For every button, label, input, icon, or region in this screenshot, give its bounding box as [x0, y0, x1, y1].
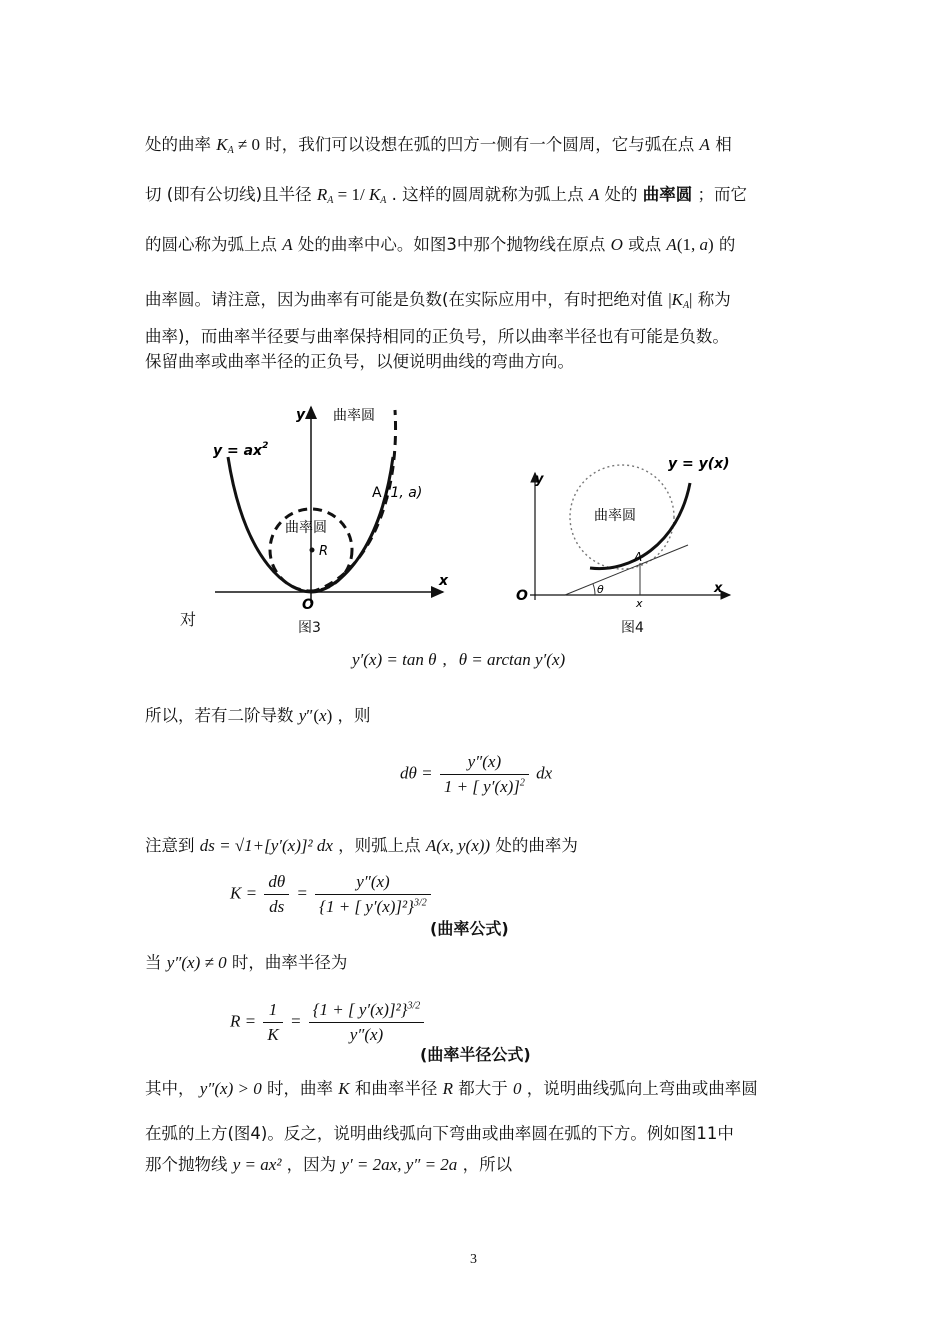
- text: 相: [715, 135, 732, 154]
- equation-tan: y′(x) = tan θ , θ = arctan y′(x): [352, 650, 566, 669]
- y-axis-label: y: [296, 407, 306, 423]
- origin-label: O: [516, 588, 528, 604]
- text: 处的曲率: [145, 135, 211, 154]
- text: ，因为: [286, 1155, 337, 1174]
- math-R: R: [442, 1079, 453, 1098]
- equation-K: K = $\frac{d\theta}{ds}$ = $\frac{y''(x)}{\{1 + [ y'(x)]^2\}^{3/2}}$: [230, 872, 434, 917]
- text: ，则: [337, 706, 371, 725]
- text: ，则弧上点: [338, 836, 421, 855]
- math-ypp: y″(x): [298, 706, 333, 725]
- x-axis-label: x: [439, 573, 449, 589]
- tangent-line: [565, 545, 688, 595]
- math-point: A(x, y(x)): [425, 836, 491, 855]
- text: 处的曲率为: [495, 836, 578, 855]
- text: 都大于: [458, 1079, 508, 1098]
- text-line-7: [145, 706, 371, 726]
- fig3-caption: 图3: [298, 620, 321, 636]
- tick-label: x: [636, 597, 643, 610]
- center-point: [310, 548, 315, 553]
- center-label: R: [319, 544, 329, 559]
- math-cond: y″(x) ≠ 0: [166, 953, 227, 972]
- term-curvature-circle: 曲率圆: [642, 185, 693, 204]
- math-A: A: [282, 235, 293, 254]
- circle-label-small: 曲率圆: [285, 520, 327, 536]
- x-axis-label: x: [714, 581, 723, 596]
- text: 当: [145, 953, 162, 972]
- y-axis-label: y: [535, 472, 544, 487]
- text-line-11: 在弧的上方(图4)。反之，说明曲线弧向下弯曲或曲率圆在弧的下方。例如图11中: [145, 1124, 734, 1143]
- text-line-2: [145, 185, 747, 207]
- text-line-6: 保留曲率或曲率半径的正负号，以便说明曲线的弯曲方向。: [145, 352, 574, 371]
- circle-label-top: 曲率圆: [333, 408, 375, 424]
- text: 处的曲率中心。如图3中那个抛物线在原点: [297, 235, 606, 254]
- page-number: 3: [470, 1252, 477, 1267]
- equation-dtheta: dθ = $\frac{y''(x)}{1 + [ y'(x)]^2}$ dx: [400, 752, 553, 796]
- figure-3: [195, 395, 495, 635]
- math-A: A: [699, 135, 710, 154]
- math-KA-neq-0: $K_A \ne 0$: [216, 135, 261, 156]
- math-cond: y″(x) > 0: [199, 1079, 262, 1098]
- text: 时，我们可以设想在弧的凹方一侧有一个圆周，它与弧在点: [265, 135, 695, 154]
- origin-label: O: [302, 597, 314, 613]
- text: 称为: [697, 290, 731, 309]
- circle-label: 曲率圆: [594, 508, 636, 524]
- angle-arc: [593, 584, 595, 595]
- math-K: K: [338, 1079, 350, 1098]
- text: 和曲率半径: [354, 1079, 438, 1098]
- text: 注意到: [145, 836, 195, 855]
- curve-label: y = y(x): [668, 456, 730, 472]
- math-eq1: y = ax²: [232, 1155, 282, 1174]
- text: 或点: [628, 235, 662, 254]
- text: 其中，: [145, 1079, 195, 1098]
- math-A: A: [588, 185, 600, 204]
- formula-label-curvature: (曲率公式): [430, 919, 509, 938]
- text: 那个抛物线: [145, 1155, 228, 1174]
- formula-label-radius: (曲率半径公式): [420, 1045, 531, 1064]
- text: 时，曲率: [266, 1079, 333, 1098]
- math-zero: 0: [512, 1079, 522, 1098]
- text-line-9: [145, 953, 347, 973]
- point-label: A: [634, 550, 643, 564]
- text: 处的: [604, 185, 638, 204]
- math-RA: $R_A = 1/$ $K_A$: [316, 185, 387, 206]
- math-A1a: A(1, a): [666, 235, 714, 254]
- math-abs-KA: $|K_A|$: [668, 290, 693, 311]
- text: 的: [718, 235, 736, 254]
- text-line-8: [145, 836, 578, 856]
- figure-4: [510, 455, 760, 615]
- text: 的圆心称为弧上点: [145, 235, 277, 254]
- text: 时，曲率半径为: [231, 953, 348, 972]
- text-line-1: [145, 135, 732, 157]
- curve-label: $y = ax^2$: [213, 441, 269, 459]
- text-line-10: [145, 1079, 758, 1099]
- text-line-4: [145, 290, 731, 312]
- text: 曲率圆。请注意，因为曲率有可能是负数(在实际应用中，有时把绝对值: [145, 290, 663, 309]
- angle-label: θ: [597, 583, 604, 596]
- text-line-3: [145, 235, 735, 255]
- text: 所以，若有二阶导数: [145, 706, 294, 725]
- text: . 这样的圆周就称为弧上点: [391, 185, 584, 204]
- text: 切 (即有公切线)且半径: [145, 185, 312, 204]
- math-ds: ds = √1+[y′(x)]² dx: [199, 836, 333, 855]
- equation-R: R = $\frac{1}{K}$ = $\frac{\{1 + [ y'(x)]^2\}^{3/2}}{y''(x)}$: [230, 1000, 427, 1045]
- text: ；而它: [697, 185, 748, 204]
- math-eq2: y′ = 2ax, y″ = 2a: [341, 1155, 458, 1174]
- text-line-5: 曲率)，而曲率半径要与曲率保持相同的正负号，所以曲率半径也有可能是负数。: [145, 327, 729, 346]
- point-coords: (1, a): [385, 485, 423, 501]
- text-line-12: [145, 1155, 512, 1175]
- dui-text: 对: [180, 610, 197, 629]
- fig4-caption: 图4: [621, 620, 644, 636]
- text: ，所以: [462, 1155, 513, 1174]
- point-label: A: [372, 485, 382, 501]
- text: ，说明曲线弧向上弯曲或曲率圆: [526, 1079, 758, 1098]
- math-O: O: [610, 235, 623, 254]
